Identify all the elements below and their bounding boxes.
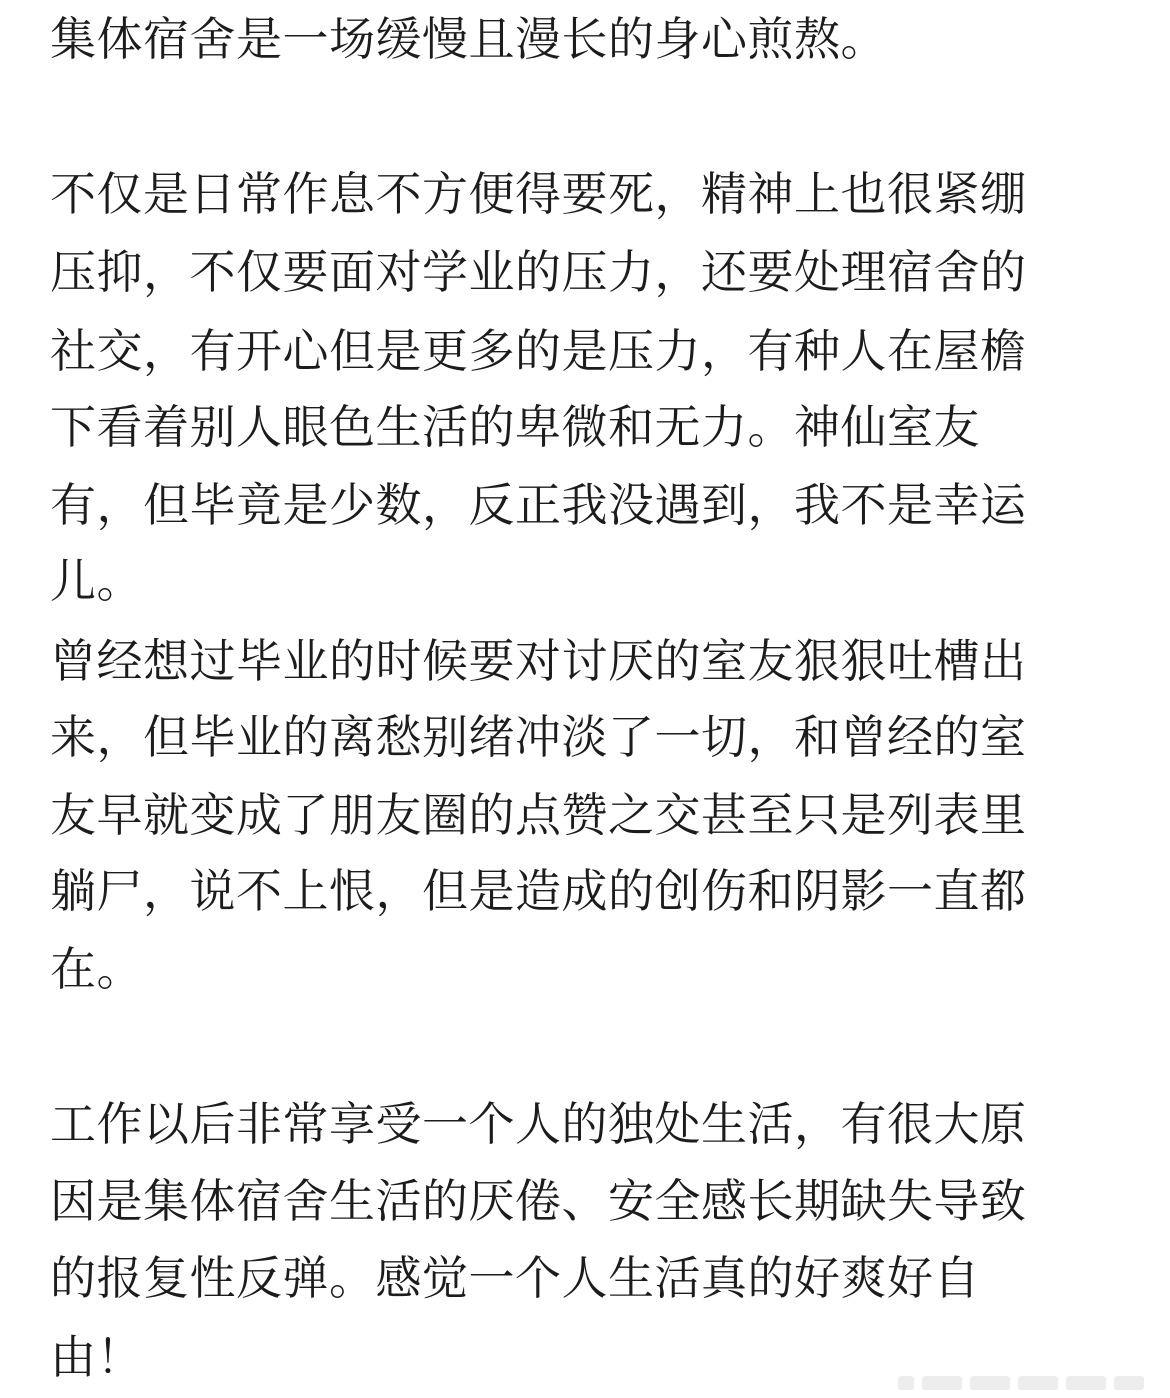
- text-line: 儿。: [50, 554, 143, 608]
- watermark-logo: [858, 1370, 1148, 1396]
- text-line: 社交，有开心但是更多的是压力，有种人在屋檐: [50, 324, 1027, 378]
- text-line: 有，但毕竟是少数，反正我没遇到，我不是幸运: [50, 478, 1027, 532]
- text-line: 因是集体宿舍生活的厌倦、安全感长期缺失导致: [50, 1174, 1027, 1228]
- text-line: 友早就变成了朋友圈的点赞之交甚至只是列表里: [50, 788, 1027, 842]
- text-line: 工作以后非常享受一个人的独处生活，有很大原: [50, 1097, 1027, 1151]
- text-line: 曾经想过毕业的时候要对讨厌的室友狠狠吐槽出: [50, 634, 1027, 688]
- text-line: 来，但毕业的离愁别绪冲淡了一切，和曾经的室: [50, 710, 1027, 764]
- text-line: 的报复性反弹。感觉一个人生活真的好爽好自: [50, 1251, 980, 1305]
- text-line: 在。: [50, 942, 143, 996]
- text-line: 压抑，不仅要面对学业的压力，还要处理宿舍的: [50, 245, 1027, 299]
- text-line: 下看着别人眼色生活的卑微和无力。神仙室友: [50, 400, 980, 454]
- text-line: 不仅是日常作息不方便得要死，精神上也很紧绷: [50, 167, 1027, 221]
- text-line: 集体宿舍是一场缓慢且漫长的身心煎熬。: [50, 12, 887, 66]
- text-line: 由！: [50, 1330, 143, 1384]
- text-line: 躺尸，说不上恨，但是造成的创伤和阴影一直都: [50, 864, 1027, 918]
